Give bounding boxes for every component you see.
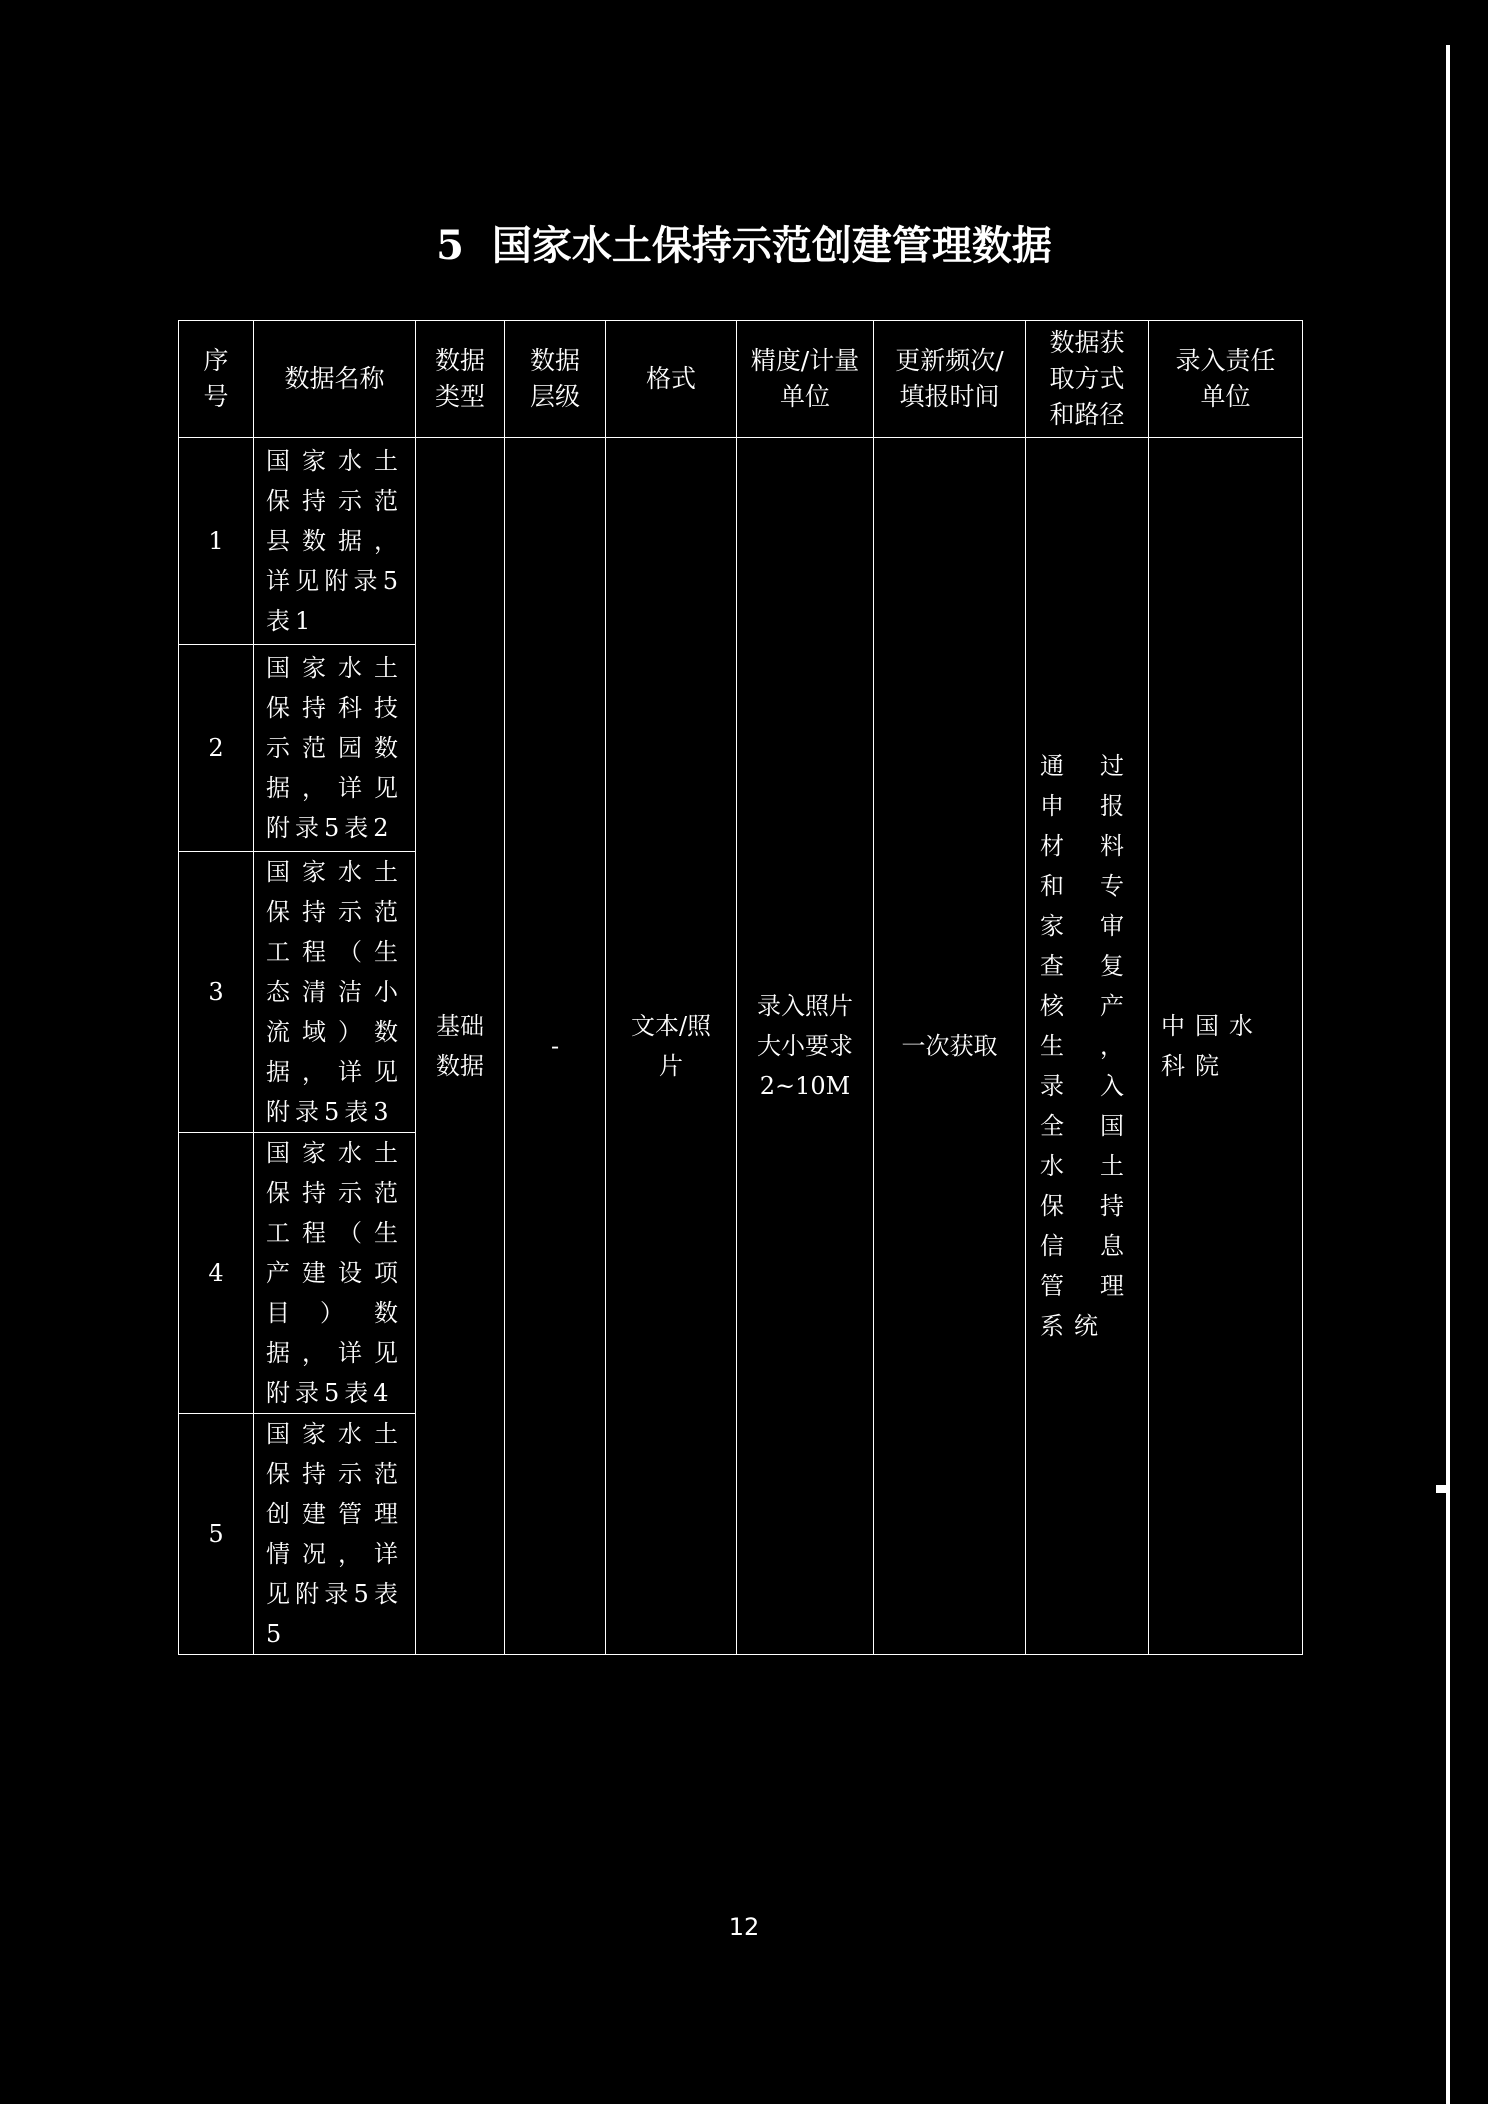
row-seq: 2 (179, 645, 254, 852)
row-seq: 3 (179, 852, 254, 1133)
merged-unit: 中国水科院 (1149, 438, 1303, 1655)
row-seq: 5 (179, 1414, 254, 1655)
scan-edge-mark (1436, 1485, 1448, 1493)
merged-level: - (505, 438, 606, 1655)
scan-edge-line (1446, 45, 1450, 2104)
header-precision: 精度/计量单位 (737, 321, 874, 438)
merged-method: 通过申报材料和专家审查复核产生，录入全国水土保持信息管理系统 (1026, 438, 1149, 1655)
merged-format: 文本/照片 (606, 438, 737, 1655)
row-name: 国家水土保持示范工程（生产建设项目）数据，详见附录5表4 (254, 1133, 416, 1414)
section-title: 国家水土保持示范创建管理数据 (491, 222, 1052, 269)
page-title (0, 214, 1488, 271)
header-row (179, 321, 1303, 438)
header-name: 数据名称 (254, 321, 416, 438)
header-method: 数据获取方式和路径 (1026, 321, 1149, 438)
merged-precision: 录入照片大小要求2~10M (737, 438, 874, 1655)
section-number: 5 (436, 222, 464, 269)
row-name: 国家水土保持示范县数据，详见附录5表1 (254, 438, 416, 645)
row-seq: 4 (179, 1133, 254, 1414)
row-seq: 1 (179, 438, 254, 645)
data-table (178, 320, 1303, 1655)
header-unit: 录入责任单位 (1149, 321, 1303, 438)
row-name: 国家水土保持示范创建管理情况，详见附录5表5 (254, 1414, 416, 1655)
header-format: 格式 (606, 321, 737, 438)
merged-frequency: 一次获取 (874, 438, 1026, 1655)
row-name: 国家水土保持科技示范园数据，详见附录5表2 (254, 645, 416, 852)
table-row (179, 438, 1303, 645)
header-frequency: 更新频次/填报时间 (874, 321, 1026, 438)
header-type: 数据类型 (416, 321, 505, 438)
header-level: 数据层级 (505, 321, 606, 438)
row-name: 国家水土保持示范工程（生态清洁小流域）数据，详见附录5表3 (254, 852, 416, 1133)
page-number: 12 (728, 1913, 760, 1941)
header-seq: 序号 (179, 321, 254, 438)
merged-type: 基础数据 (416, 438, 505, 1655)
